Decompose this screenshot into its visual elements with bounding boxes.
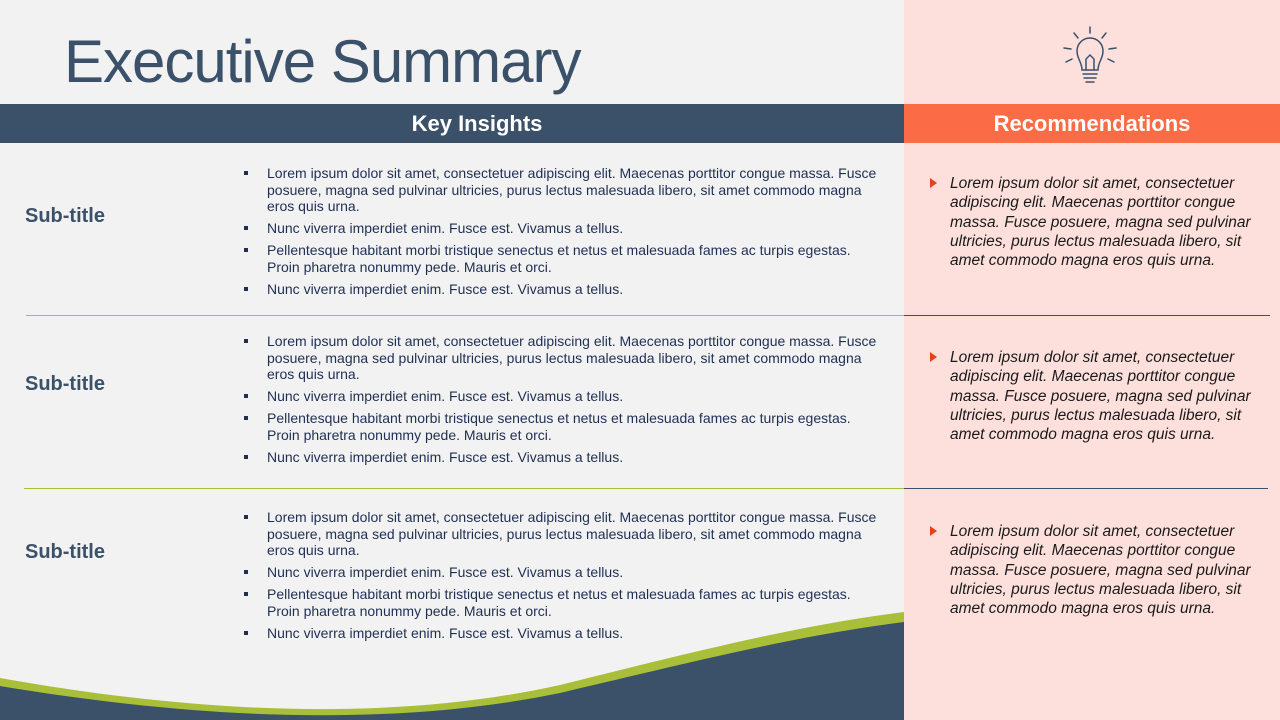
- key-insights-label: Key Insights: [411, 111, 543, 136]
- bullet-text: Pellentesque habitant morbi tristique senectus et netus et malesuada fames ac turpis egestas. Proin pharetra nonummy pede. Mauris et orci.: [267, 410, 851, 443]
- list-item: [242, 242, 882, 275]
- list-item: [242, 220, 882, 237]
- bullet-text: Lorem ipsum dolor sit amet, consectetuer adipiscing elit. Maecenas porttitor congue massa. Fusce posuere, magna sed pulvinar ultricies, purus lectus malesuada libero, sit amet commodo magna eros quis urna.: [267, 509, 877, 558]
- list-item: [242, 564, 882, 581]
- bullet-marker: [244, 455, 248, 459]
- bullet-marker: [244, 416, 248, 420]
- bullet-text: Nunc viverra imperdiet enim. Fusce est. Vivamus a tellus.: [267, 624, 624, 641]
- list-item: [242, 165, 882, 215]
- bullet-marker: [244, 339, 248, 343]
- triangle-bullet-icon: [930, 526, 937, 536]
- recommendation-text: Lorem ipsum dolor sit amet, consectetuer adipiscing elit. Maecenas porttitor congue massa. Fusce posuere, magna sed pulvinar ultricies, purus lectus malesuada libero, sit amet commodo magna eros quis urna.: [950, 523, 1251, 618]
- triangle-bullet-icon: [930, 352, 937, 362]
- bullet-text: Nunc viverra imperdiet enim. Fusce est. Vivamus a tellus.: [267, 388, 624, 404]
- bullet-text: Lorem ipsum dolor sit amet, consectetuer adipiscing elit. Maecenas porttitor congue massa. Fusce posuere, magna sed pulvinar ultricies, purus lectus malesuada libero, sit amet commodo magna eros quis urna.: [267, 333, 877, 382]
- recommendations-header: Recommendations: [904, 104, 1280, 143]
- row-2-recommendation: [928, 348, 1268, 444]
- recommendation-text: Lorem ipsum dolor sit amet, consectetuer adipiscing elit. Maecenas porttitor congue massa. Fusce posuere, magna sed pulvinar ultricies, purus lectus malesuada libero, sit amet commodo magna eros quis urna.: [950, 349, 1251, 444]
- list-item: [242, 509, 882, 559]
- reco-divider: [904, 488, 1268, 489]
- row-divider: [26, 315, 904, 316]
- list-item: [242, 388, 882, 405]
- row-divider: [24, 488, 904, 489]
- bullet-text: Pellentesque habitant morbi tristique senectus et netus et malesuada fames ac turpis egestas. Proin pharetra nonummy pede. Mauris et orci.: [267, 242, 851, 275]
- bullet-marker: [244, 287, 248, 291]
- bullet-marker: [244, 394, 248, 398]
- list-item: [242, 410, 882, 443]
- bullet-marker: [244, 248, 248, 252]
- bullet-marker: [244, 592, 248, 596]
- bullet-marker: [244, 515, 248, 519]
- bullet-text: Pellentesque habitant morbi tristique senectus et netus et malesuada fames ac turpis egestas. Proin pharetra nonummy pede. Mauris et orci.: [267, 586, 851, 619]
- row-2-insights: [242, 333, 882, 471]
- lightbulb-icon: [1062, 26, 1118, 84]
- list-item: [242, 449, 882, 466]
- bullet-text: Nunc viverra imperdiet enim. Fusce est. Vivamus a tellus.: [267, 564, 624, 580]
- key-insights-header: [0, 104, 904, 143]
- bullet-text: Nunc viverra imperdiet enim. Fusce est. Vivamus a tellus.: [267, 220, 624, 236]
- bullet-text: Lorem ipsum dolor sit amet, consectetuer adipiscing elit. Maecenas porttitor congue massa. Fusce posuere, magna sed pulvinar ultricies, purus lectus malesuada libero, sit amet commodo magna eros quis urna.: [267, 165, 877, 214]
- bullet-marker: [244, 226, 248, 230]
- bullet-text: Nunc viverra imperdiet enim. Fusce est. Vivamus a tellus.: [267, 448, 624, 465]
- row-1-recommendation: [928, 174, 1268, 270]
- row-1-insights: [242, 165, 882, 303]
- row-2-subtitle: Sub-title: [25, 373, 105, 395]
- bottom-wave-decoration: [0, 600, 904, 720]
- list-item: [242, 333, 882, 383]
- recommendation-text: Lorem ipsum dolor sit amet, consectetuer adipiscing elit. Maecenas porttitor congue massa. Fusce posuere, magna sed pulvinar ultricies, purus lectus malesuada libero, sit amet commodo magna eros quis urna.: [950, 175, 1251, 270]
- row-3-recommendation: [928, 522, 1268, 618]
- bullet-marker: [244, 570, 248, 574]
- list-item: [242, 281, 882, 298]
- reco-divider: [904, 315, 1270, 316]
- bullet-text: Nunc viverra imperdiet enim. Fusce est. Vivamus a tellus.: [267, 280, 624, 297]
- page-title: Executive Summary: [64, 28, 581, 95]
- row-3-subtitle: Sub-title: [25, 541, 105, 563]
- row-1-subtitle: Sub-title: [25, 205, 105, 227]
- bullet-marker: [244, 171, 248, 175]
- triangle-bullet-icon: [930, 178, 937, 188]
